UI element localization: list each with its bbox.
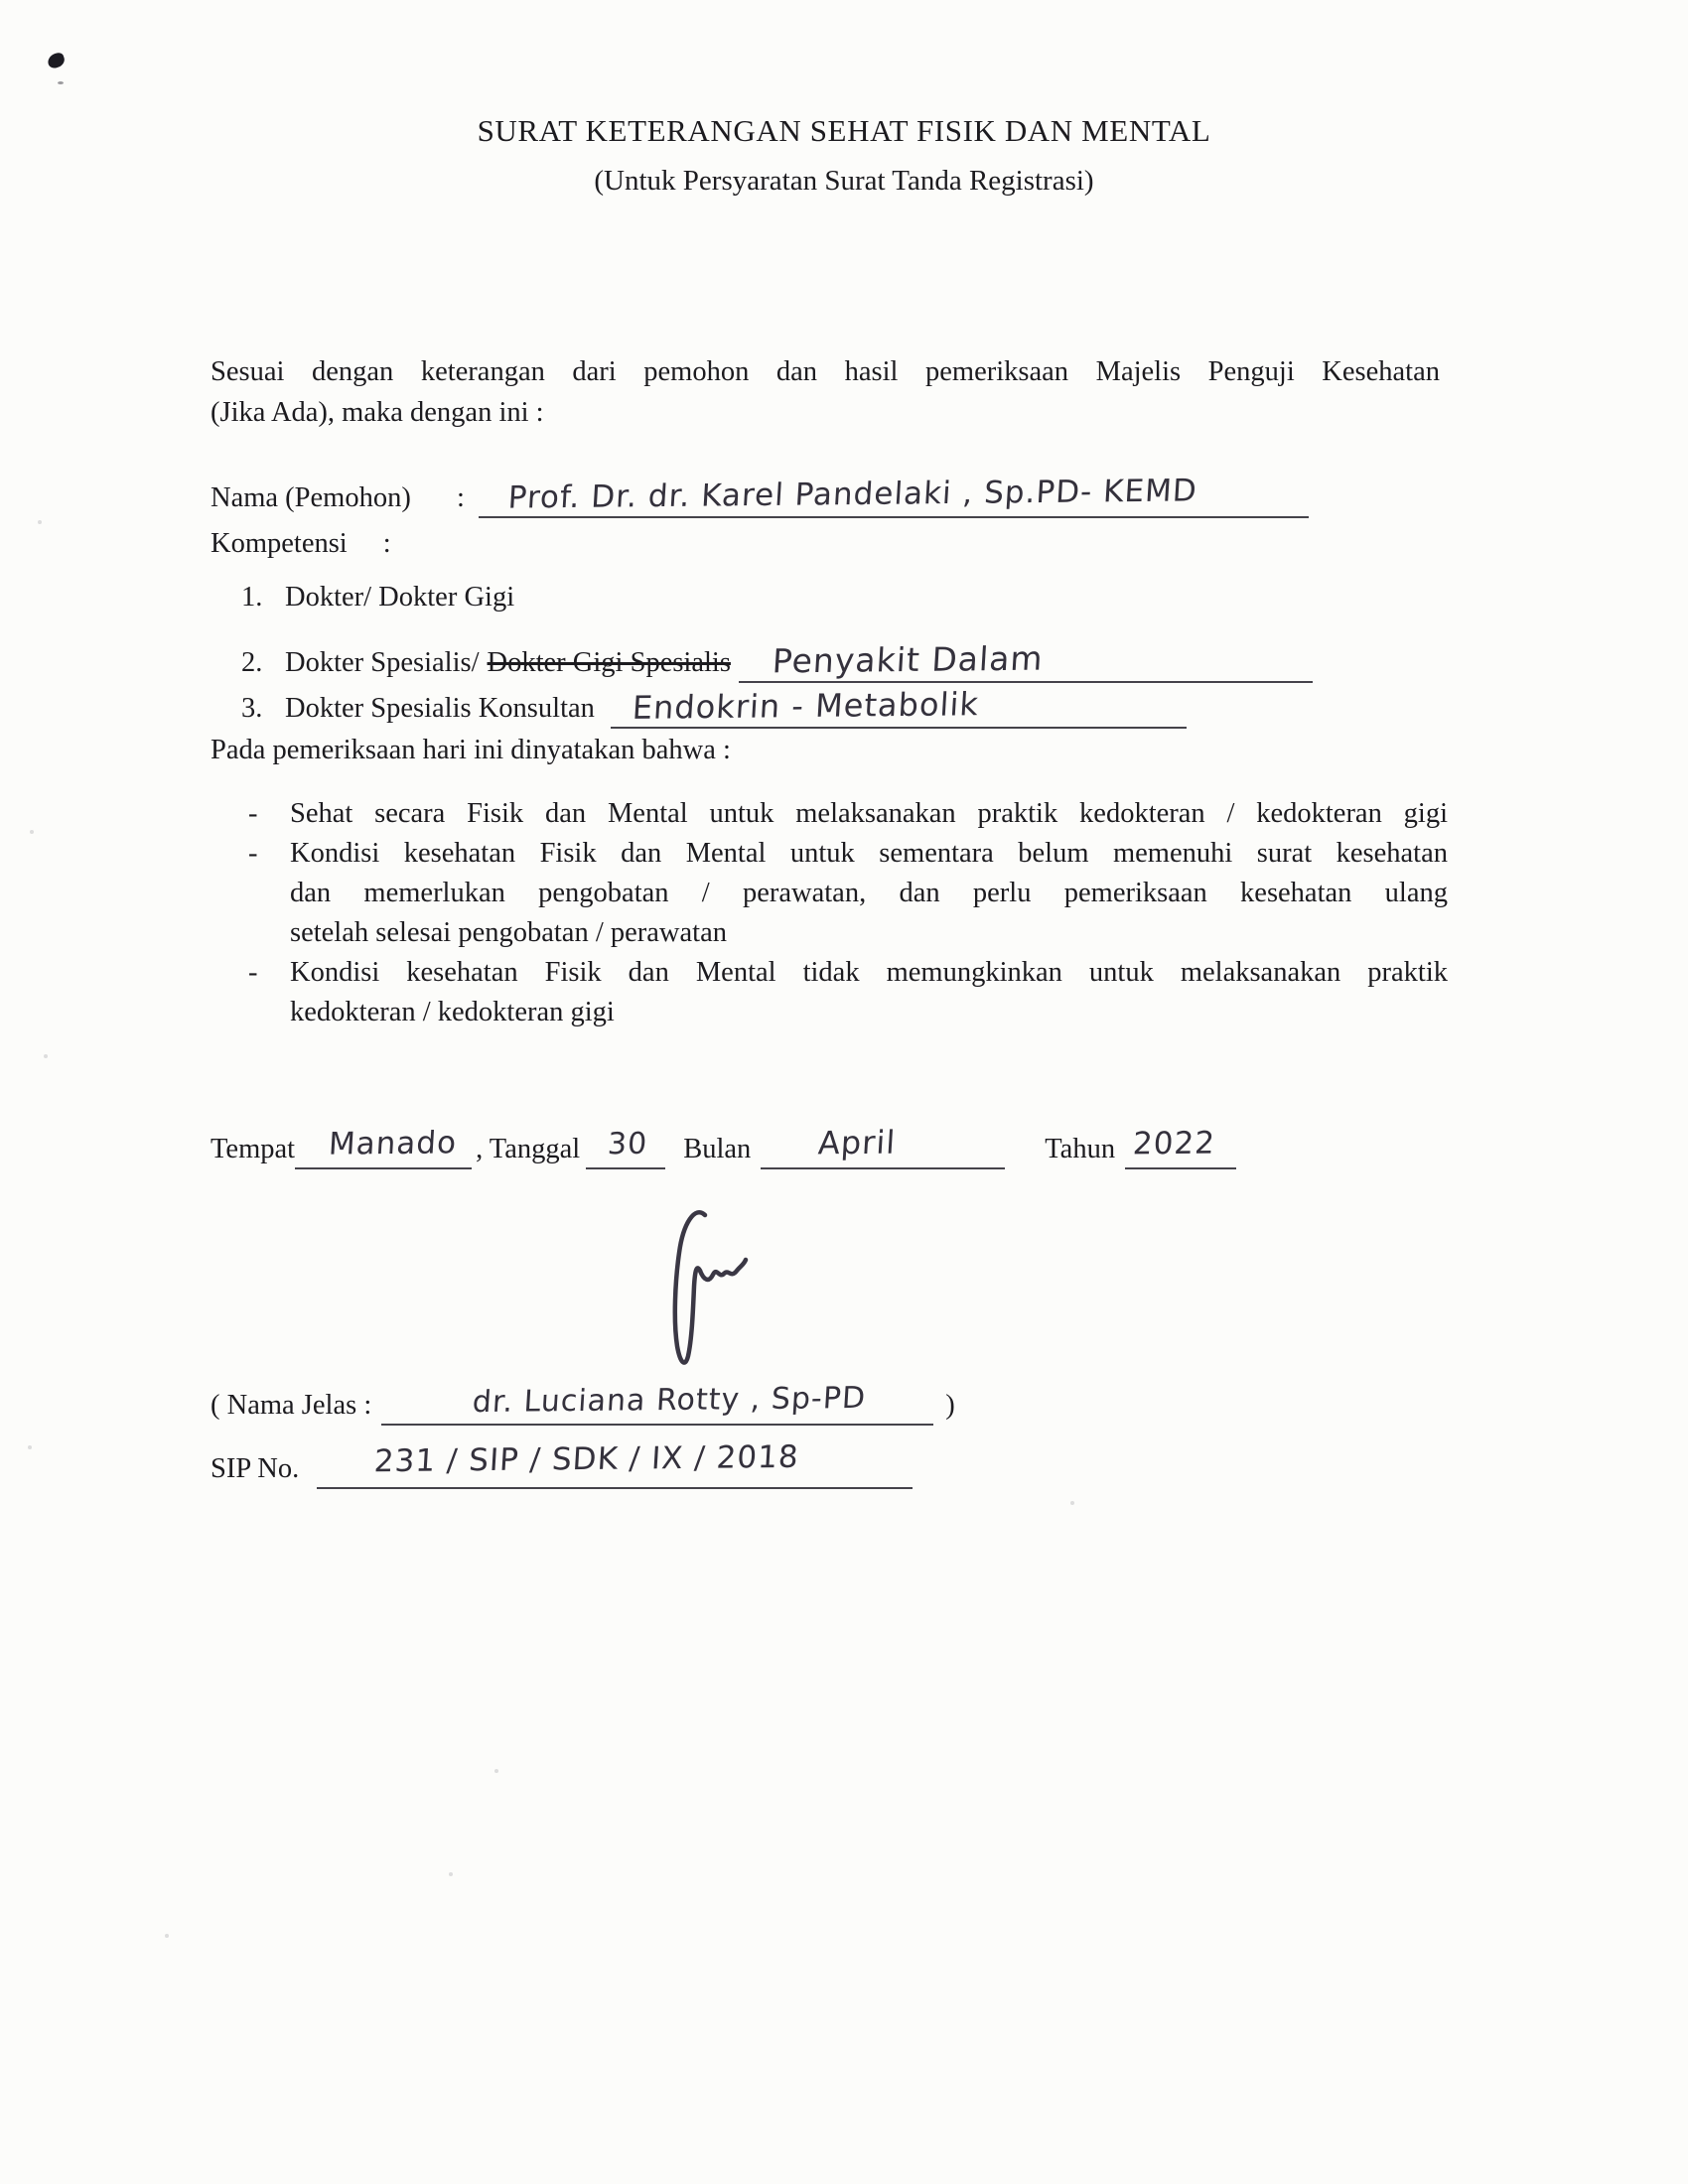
tahun-fill-line	[1125, 1126, 1236, 1169]
dash-marker: -	[248, 838, 258, 869]
kompetensi-list	[241, 582, 1313, 727]
scan-speck	[38, 520, 42, 524]
close-paren: )	[945, 1390, 955, 1421]
bulan-fill-line	[761, 1123, 1005, 1169]
tempat-label: Tempat	[211, 1134, 296, 1164]
nama-jelas-row	[211, 1370, 955, 1422]
statement-3-line-1: Kondisi kesehatan Fisik dan Mental tidak memungkinkan untuk melaksanakan praktik	[290, 957, 1448, 988]
nama-jelas-handwritten-value: dr. Luciana Rotty , Sp-PD	[472, 1380, 868, 1421]
tahun-handwritten-value: 2022	[1131, 1125, 1217, 1162]
kompetensi-row	[211, 528, 391, 560]
scan-speck	[165, 1934, 169, 1938]
kompetensi-item-1	[241, 582, 1313, 627]
sip-row	[211, 1433, 913, 1485]
item-number: 2.	[241, 647, 263, 678]
ink-blot-tail	[58, 81, 64, 84]
konsultan-handwritten-value: Endokrin - Metabolik	[631, 685, 980, 727]
item-text-struck-through: Dokter Gigi Spesialis	[487, 647, 731, 678]
document-subtitle: (Untuk Persyaratan Surat Tanda Registrasi)	[594, 165, 1094, 197]
nama-colon: :	[457, 482, 465, 513]
statement-2-line-1: Kondisi kesehatan Fisik dan Mental untuk sementara belum memenuhi surat kesehatan	[290, 838, 1448, 869]
statement-list	[248, 794, 1448, 1032]
signature-scribble	[576, 1181, 824, 1400]
nama-pemohon-fill-line	[479, 475, 1309, 518]
item-number: 3.	[241, 693, 263, 724]
document-title: SURAT KETERANGAN SEHAT FISIK DAN MENTAL	[477, 113, 1211, 148]
scan-speck	[44, 1054, 48, 1058]
tempat-fill-line	[295, 1126, 472, 1169]
tanggal-handwritten-value: 30	[607, 1126, 649, 1162]
scan-speck	[1070, 1501, 1074, 1505]
place-date-row	[211, 1114, 1481, 1165]
scan-speck	[449, 1872, 453, 1876]
scan-speck	[30, 830, 34, 834]
scan-speck	[28, 1445, 32, 1449]
spesialis-fill-line	[739, 639, 1313, 683]
nama-pemohon-row	[211, 463, 1309, 514]
statement-heading: Pada pemeriksaan hari ini dinyatakan bahwa :	[211, 735, 731, 765]
statement-2	[248, 834, 1448, 953]
statement-1-line-1: Sehat secara Fisik dan Mental untuk melaksanakan praktik kedokteran / kedokteran gigi	[290, 798, 1448, 829]
statement-2-line-2: dan memerlukan pengobatan / perawatan, dan perlu pemeriksaan kesehatan ulang	[290, 878, 1448, 908]
dash-marker: -	[248, 957, 258, 988]
ink-blot	[46, 52, 66, 70]
intro-paragraph	[211, 351, 1440, 433]
item-text: Dokter Spesialis/	[285, 647, 480, 678]
bulan-label: Bulan	[683, 1134, 752, 1164]
kompetensi-colon: :	[382, 528, 391, 559]
nama-pemohon-handwritten-value: Prof. Dr. dr. Karel Pandelaki , Sp.PD- KEMD	[506, 473, 1198, 516]
tanggal-label: , Tanggal	[476, 1134, 581, 1164]
intro-line-1: Sesuai dengan keterangan dari pemohon dan hasil pemeriksaan Majelis Penguji Kesehatan	[211, 356, 1440, 387]
nama-pemohon-label: Nama (Pemohon)	[211, 482, 411, 513]
sip-label: SIP No.	[211, 1453, 300, 1484]
kompetensi-label: Kompetensi	[211, 528, 348, 559]
item-text: Dokter/ Dokter Gigi	[285, 582, 515, 613]
sip-fill-line	[317, 1438, 913, 1489]
statement-1	[248, 794, 1448, 834]
nama-jelas-label: ( Nama Jelas :	[211, 1390, 372, 1421]
tanggal-fill-line	[586, 1126, 665, 1169]
scan-speck	[494, 1769, 498, 1773]
statement-3-line-2: kedokteran / kedokteran gigi	[290, 997, 615, 1027]
tahun-label: Tahun	[1045, 1134, 1116, 1164]
spesialis-handwritten-value: Penyakit Dalam	[771, 638, 1045, 681]
bulan-handwritten-value: April	[817, 1123, 898, 1162]
tempat-handwritten-value: Manado	[327, 1125, 459, 1162]
kompetensi-item-2	[241, 627, 1313, 681]
sip-handwritten-value: 231 / SIP / SDK / IX / 2018	[373, 1438, 800, 1480]
nama-jelas-fill-line	[381, 1382, 933, 1426]
dash-marker: -	[248, 798, 258, 829]
item-number: 1.	[241, 582, 263, 613]
statement-3	[248, 953, 1448, 1032]
intro-line-2: (Jika Ada), maka dengan ini :	[211, 397, 544, 428]
statement-2-line-3: setelah selesai pengobatan / perawatan	[290, 917, 727, 948]
item-text: Dokter Spesialis Konsultan	[285, 693, 595, 724]
konsultan-fill-line	[611, 685, 1187, 729]
